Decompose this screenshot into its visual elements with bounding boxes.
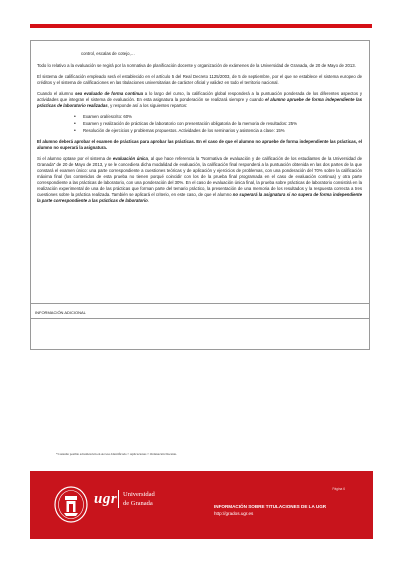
page-number: Página 6 [332,487,345,491]
emphasis-text: sea evaluado de forma continua [74,91,143,96]
paragraph [37,139,362,151]
list-item: • Examen y realización de prácticas de laboratorio con presentación obligatoria de la memoria de resultados: 25% [83,121,362,127]
text-run: Si el alumno optase por el sistema de [37,156,113,161]
emphasis-text: evaluación única [112,156,148,161]
university-seal-icon [54,486,88,523]
info-url[interactable]: http://grados.ugr.es [214,511,254,516]
section-divider [31,318,369,319]
paragraph: control, escalas de cotejo,… [81,51,135,56]
info-title: INFORMACIÓN SOBRE TITULACIONES DE LA UGR [214,504,327,509]
university-name-line: de Granada [123,500,153,507]
emphasis-text: el alumno apruebe de forma independiente las prácticas de laboratorio realizadas [37,97,363,108]
bold-text: El alumno deberá aprobar el examen de prácticas para aprobar las prácticas. En el caso de que el alumno no apruebe de forma independiente las prácticas, el alumno no superará la asignatura. [37,139,362,150]
paragraph: El sistema de calificación empleado será el establecido en el artículo 5 del Real Decreto 1125/2003, de 5 de septiembre, por el que se establece el sistema europeo de créditos y el sistema de calificaciones en las titulaciones universitarias de carácter oficial y validez en todo el territorio nacional. [37,74,362,85]
university-name-line: Universidad [123,491,155,498]
list-item: • Resolución de ejercicios y problemas propuestos. Actividades de los seminarios y asistencia a clase: 15% [83,128,362,134]
top-red-bar [30,24,372,28]
footer-banner [30,471,373,539]
ugr-logo-text: ugr [94,491,118,507]
evaluation-content [37,51,362,209]
section-label: INFORMACIÓN ADICIONAL [35,310,86,315]
text-run: , al que hace referencia la "Normativa de evaluación y de calificación de los estudiantes de la Universidad de Granada" de 20 de Mayo de 2013, y se le concediera dicha modalidad de evaluación, la calificación final responderá a la puntuación obtenida en las dos partes de la que constará el examen único: una parte correspondiente a cuestiones teóricas y de aplicación y ejercicios de problemas, con una ponderación del 70% sobre la calificación máxima final (los contenidos de esta prueba no tienen porqué coincidir con los de la prueba final programada en el caso de evaluación continua) y otra parte correspondiente a las prácticas de laboratorio, con una ponderación del 30%. En el caso de evaluación única final, la prueba sobre prácticas de laboratorio consistirá en la realización experimental de una de las prácticas que forman parte del temario práctico, la presentación de una memoria de los resultados y la respuesta correcta a tres cuestiones sobre la práctica realizada. También se aplicará el criterio, en este caso, de que el alumno [37,156,362,197]
section-divider [31,303,369,304]
list-item: • Examen oral/escrito: 60% [83,114,362,120]
text-run: . [147,198,150,203]
text-run: Cuando el alumno [37,91,75,96]
text-run: , y responde así a los siguientes repartos: [107,103,188,108]
paragraph: Todo lo relativo a la evaluación se regirá por la normativa de planificación docente y organización de exámenes de la Universidad de Granada, de 20 de Mayo de 2013. [37,63,356,68]
text-run: a lo largo del curso, la calificación global responderá a la puntuación ponderada de los diferentes aspectos y actividades que integran el sistema de evaluación. En esta asignatura la ponderación se realizará siempre y cuando [37,91,362,102]
paragraph [37,91,362,109]
university-name [118,490,173,508]
paragraph [37,156,362,204]
footnote: *Consulte posible actualización en Acceso Identificado > Aplicaciones > Ordenación Docente. [56,452,177,456]
weighting-list [37,114,362,134]
emphasis-text: no superará la asignatura si no supera de forma independiente la parte correspondiente a las prácticas de laboratorio [37,192,363,203]
